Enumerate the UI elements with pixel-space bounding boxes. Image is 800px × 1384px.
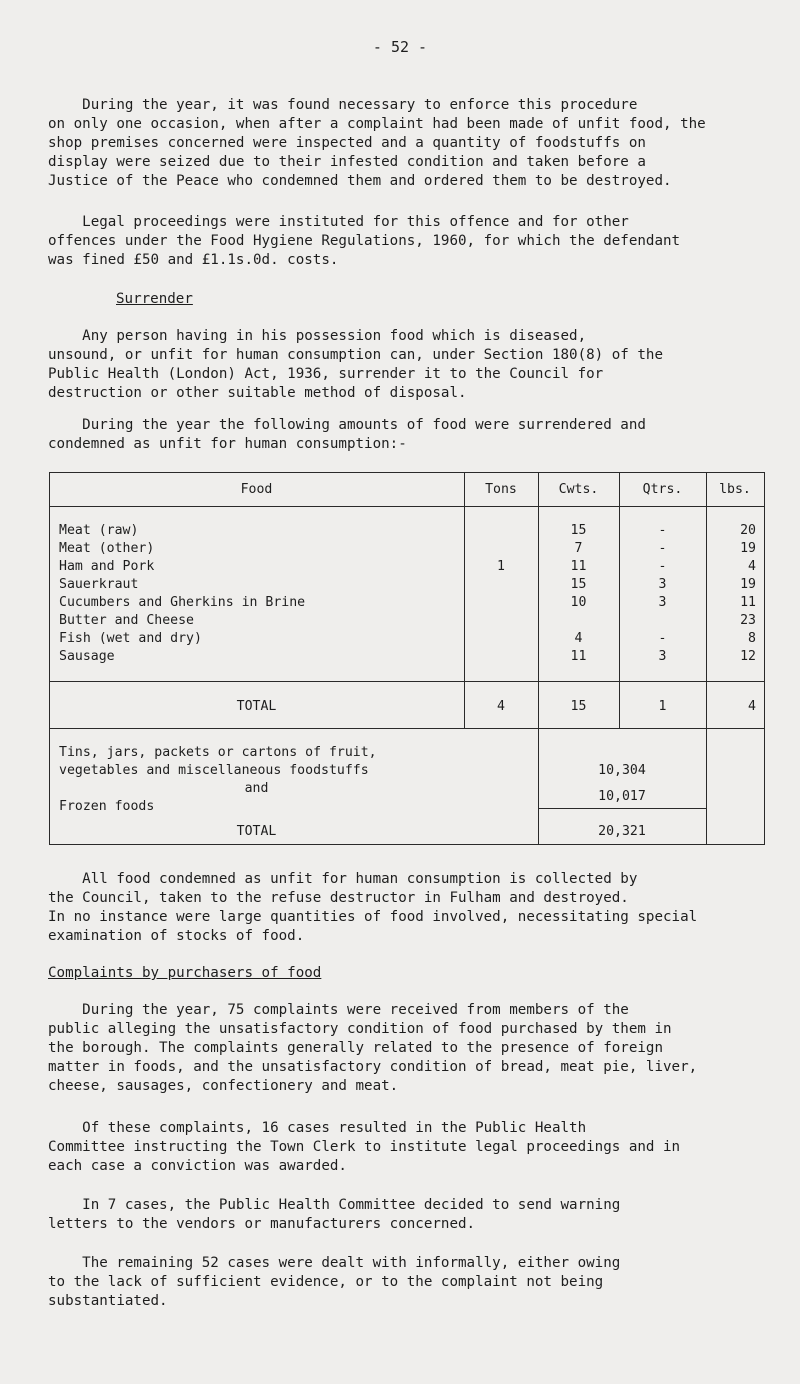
- lbs-value: 12: [740, 649, 756, 664]
- text-line: to the lack of sufficient evidence, or to the complaint not being: [48, 1274, 604, 1290]
- cwts-value: 4: [574, 631, 583, 646]
- qtrs-value: 3: [658, 649, 667, 664]
- paragraph-enforcement: [48, 96, 768, 191]
- text-line: Public Health (London) Act, 1936, surrender it to the Council for: [48, 366, 604, 382]
- text-line: letters to the vendors or manufacturers concerned.: [48, 1216, 476, 1232]
- text-line: substantiated.: [48, 1293, 168, 1309]
- tins-description: vegetables and miscellaneous foodstuffs: [59, 763, 369, 778]
- lbs-value: 11: [740, 595, 756, 610]
- text-line: Legal proceedings were instituted for this offence and for other: [48, 214, 629, 230]
- text-line: the Council, taken to the refuse destructor in Fulham and destroyed.: [48, 890, 629, 906]
- paragraph-warnings: [48, 1196, 768, 1234]
- text-line: The remaining 52 cases were dealt with informally, either owing: [48, 1255, 621, 1271]
- condemned-food-table: [49, 472, 765, 845]
- text-line: on only one occasion, when after a complaint had been made of unfit food, the: [48, 116, 706, 132]
- qtrs-value: -: [658, 631, 667, 646]
- lbs-value: 19: [740, 577, 756, 592]
- tins-total-label: TOTAL: [236, 824, 277, 839]
- tins-count: 10,304: [598, 763, 646, 778]
- table-border-bottom: [49, 844, 765, 845]
- qtrs-value: 3: [658, 577, 667, 592]
- tons-value: 1: [497, 559, 505, 574]
- tins-description: Tins, jars, packets or cartons of fruit,: [59, 745, 377, 760]
- text-line: examination of stocks of food.: [48, 928, 305, 944]
- text-line: In no instance were large quantities of food involved, necessitating special: [48, 909, 698, 925]
- cwts-value: 15: [570, 523, 587, 538]
- page-number: - 52 -: [372, 38, 428, 56]
- table-items-rule: [49, 681, 765, 682]
- qtrs-value: -: [658, 541, 667, 556]
- text-line: In 7 cases, the Public Health Committee decided to send warning: [48, 1197, 621, 1213]
- food-item: Cucumbers and Gherkins in Brine: [59, 595, 306, 610]
- tins-and: and: [244, 781, 269, 796]
- total-label: TOTAL: [236, 699, 277, 714]
- header-tons: Tons: [485, 482, 517, 497]
- paragraph-complaints: [48, 1001, 768, 1096]
- qtrs-value: 3: [658, 595, 667, 610]
- table-col-rule: [464, 472, 465, 728]
- cwts-value: 7: [574, 541, 583, 556]
- table-tins-total-rule: [538, 808, 706, 809]
- text-line: Justice of the Peace who condemned them and ordered them to be destroyed.: [48, 173, 672, 189]
- paragraph-disposal: [48, 870, 768, 946]
- table-header-rule: [49, 506, 765, 507]
- text-line: offences under the Food Hygiene Regulations, 1960, for which the defendant: [48, 233, 681, 249]
- text-line: was fined £50 and £1.1s.0d. costs.: [48, 252, 339, 268]
- total-tons: 4: [497, 699, 505, 714]
- frozen-count: 10,017: [598, 789, 646, 804]
- text-line: unsound, or unfit for human consumption can, under Section 180(8) of the: [48, 347, 663, 363]
- text-line: During the year, it was found necessary to enforce this procedure: [48, 97, 638, 113]
- heading-complaints: Complaints by purchasers of food: [48, 965, 322, 981]
- table-border-top: [49, 472, 765, 473]
- lbs-value: 8: [748, 631, 756, 646]
- table-total-rule: [49, 728, 765, 729]
- lbs-value: 19: [740, 541, 756, 556]
- text-line: shop premises concerned were inspected and a quantity of foodstuffs on: [48, 135, 646, 151]
- header-food: Food: [240, 482, 273, 497]
- text-line: display were seized due to their infested condition and taken before a: [48, 154, 646, 170]
- text-line: Of these complaints, 16 cases resulted in the Public Health: [48, 1120, 587, 1136]
- qtrs-value: -: [658, 559, 667, 574]
- text-line: destruction or other suitable method of disposal.: [48, 385, 467, 401]
- total-cwts: 15: [570, 699, 587, 714]
- cwts-value: 10: [570, 595, 587, 610]
- lbs-value: 4: [748, 559, 756, 574]
- header-qtrs: Qtrs.: [642, 482, 683, 497]
- tins-total-count: 20,321: [598, 824, 646, 839]
- text-line: the borough. The complaints generally related to the presence of foreign: [48, 1040, 663, 1056]
- header-cwts: Cwts.: [558, 482, 599, 497]
- lbs-value: 23: [740, 613, 756, 628]
- cwts-value: 11: [570, 559, 587, 574]
- total-lbs: 4: [748, 699, 756, 714]
- food-item: Fish (wet and dry): [59, 631, 202, 646]
- paragraph-surrender: [48, 327, 768, 403]
- text-line: public alleging the unsatisfactory condition of food purchased by them in: [48, 1021, 672, 1037]
- text-line: each case a conviction was awarded.: [48, 1158, 347, 1174]
- paragraph-legal-proceedings: [48, 213, 768, 270]
- food-item: Sauerkraut: [59, 577, 139, 592]
- food-item: Sausage: [59, 649, 115, 664]
- table-border-right: [764, 472, 765, 844]
- text-line: During the year the following amounts of food were surrendered and: [48, 417, 646, 433]
- heading-surrender: Surrender: [116, 291, 193, 307]
- text-line: condemned as unfit for human consumption:-: [48, 436, 407, 452]
- qtrs-value: -: [658, 523, 667, 538]
- paragraph-informal: [48, 1254, 768, 1311]
- text-line: During the year, 75 complaints were received from members of the: [48, 1002, 629, 1018]
- text-line: All food condemned as unfit for human consumption is collected by: [48, 871, 638, 887]
- cwts-value: 11: [570, 649, 587, 664]
- paragraph-table-intro: [48, 416, 768, 454]
- food-item: Meat (other): [59, 541, 155, 556]
- food-item: Meat (raw): [59, 523, 139, 538]
- frozen-foods-label: Frozen foods: [59, 799, 155, 814]
- food-item: Ham and Pork: [59, 559, 155, 574]
- lbs-value: 20: [740, 523, 756, 538]
- paragraph-prosecutions: [48, 1119, 768, 1176]
- total-qtrs: 1: [658, 699, 667, 714]
- text-line: Committee instructing the Town Clerk to institute legal proceedings and in: [48, 1139, 681, 1155]
- text-line: matter in foods, and the unsatisfactory condition of bread, meat pie, liver,: [48, 1059, 698, 1075]
- text-line: cheese, sausages, confectionery and meat.: [48, 1078, 399, 1094]
- text-line: Any person having in his possession food which is diseased,: [48, 328, 587, 344]
- food-item: Butter and Cheese: [59, 613, 194, 628]
- cwts-value: 15: [570, 577, 587, 592]
- header-lbs: lbs.: [719, 482, 751, 497]
